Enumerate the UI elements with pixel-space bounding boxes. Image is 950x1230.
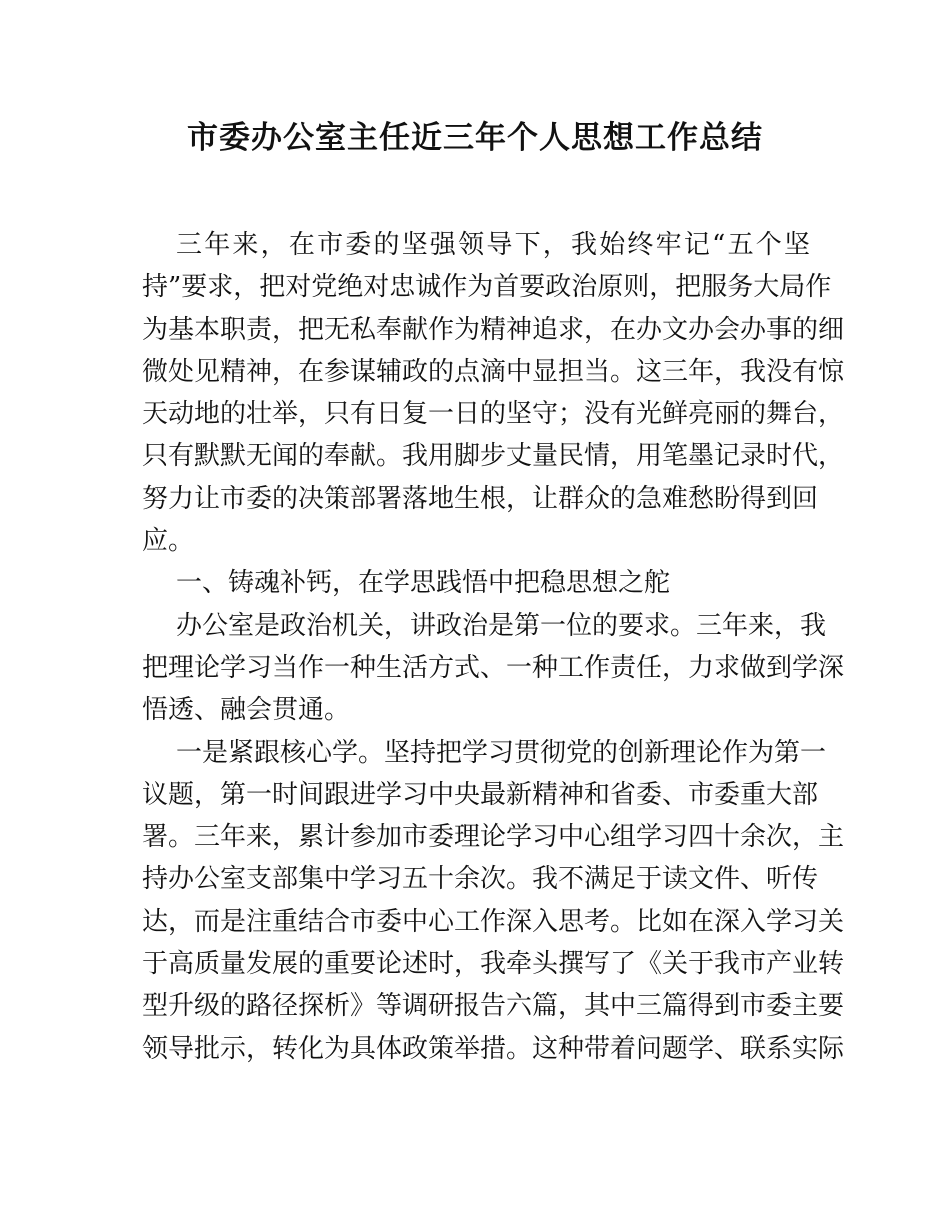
text-line: 一是紧跟核心学。坚持把学习贯彻党的创新理论作为第一: [176, 737, 827, 768]
text-line: 悟透、融会贯通。: [142, 695, 351, 726]
text-line: 持”要求，把对党绝对忠诚作为首要政治原则，把服务大局作: [142, 272, 832, 303]
document-title: 市委办公室主任近三年个人思想工作总结: [187, 120, 763, 156]
text-line: 署。三年来，累计参加市委理论学习中心组学习四十余次，主: [142, 822, 845, 853]
text-line: 持办公室支部集中学习五十余次。我不满足于读文件、听传: [142, 864, 819, 895]
paragraph: [142, 605, 845, 732]
text-line: 三年来，在市委的坚强领导下，我始终牢记“五个坚: [176, 230, 810, 260]
text-line: 应。: [142, 526, 195, 557]
paragraph-intro: [142, 224, 845, 562]
text-line: 天动地的壮举，只有日复一日的坚守；没有光鲜亮丽的舞台，: [142, 399, 845, 430]
text-line: 型升级的路径探析》等调研报告六篇，其中三篇得到市委主要: [142, 991, 845, 1022]
text-line: 微处见精神，在参谋辅政的点滴中显担当。这三年，我没有惊: [142, 356, 845, 387]
text-line: 达，而是注重结合市委中心工作深入思考。比如在深入学习关: [142, 906, 845, 937]
section-heading: [142, 562, 810, 604]
text-line: 只有默默无闻的奉献。我用脚步丈量民情，用笔墨记录时代，: [142, 441, 845, 472]
text-line: 于高质量发展的重要论述时，我牵头撰写了《关于我市产业转: [142, 949, 845, 980]
text-line: 为基本职责，把无私奉献作为精神追求，在办文办会办事的细: [142, 314, 845, 345]
text-line: 努力让市委的决策部署落地生根，让群众的急难愁盼得到回: [142, 483, 819, 514]
document-body: [142, 224, 845, 1070]
text-line: 办公室是政治机关，讲政治是第一位的要求。三年来，我: [176, 610, 827, 641]
text-line: 领导批示，转化为具体政策举措。这种带着问题学、联系实际: [142, 1033, 845, 1064]
paragraph: [142, 732, 845, 1070]
text-line: 议题，第一时间跟进学习中央最新精神和省委、市委重大部: [142, 779, 819, 810]
text-line: 把理论学习当作一种生活方式、一种工作责任，力求做到学深: [142, 652, 845, 683]
section-heading-text: 一、铸魂补钙，在学思践悟中把稳思想之舵: [176, 568, 671, 599]
